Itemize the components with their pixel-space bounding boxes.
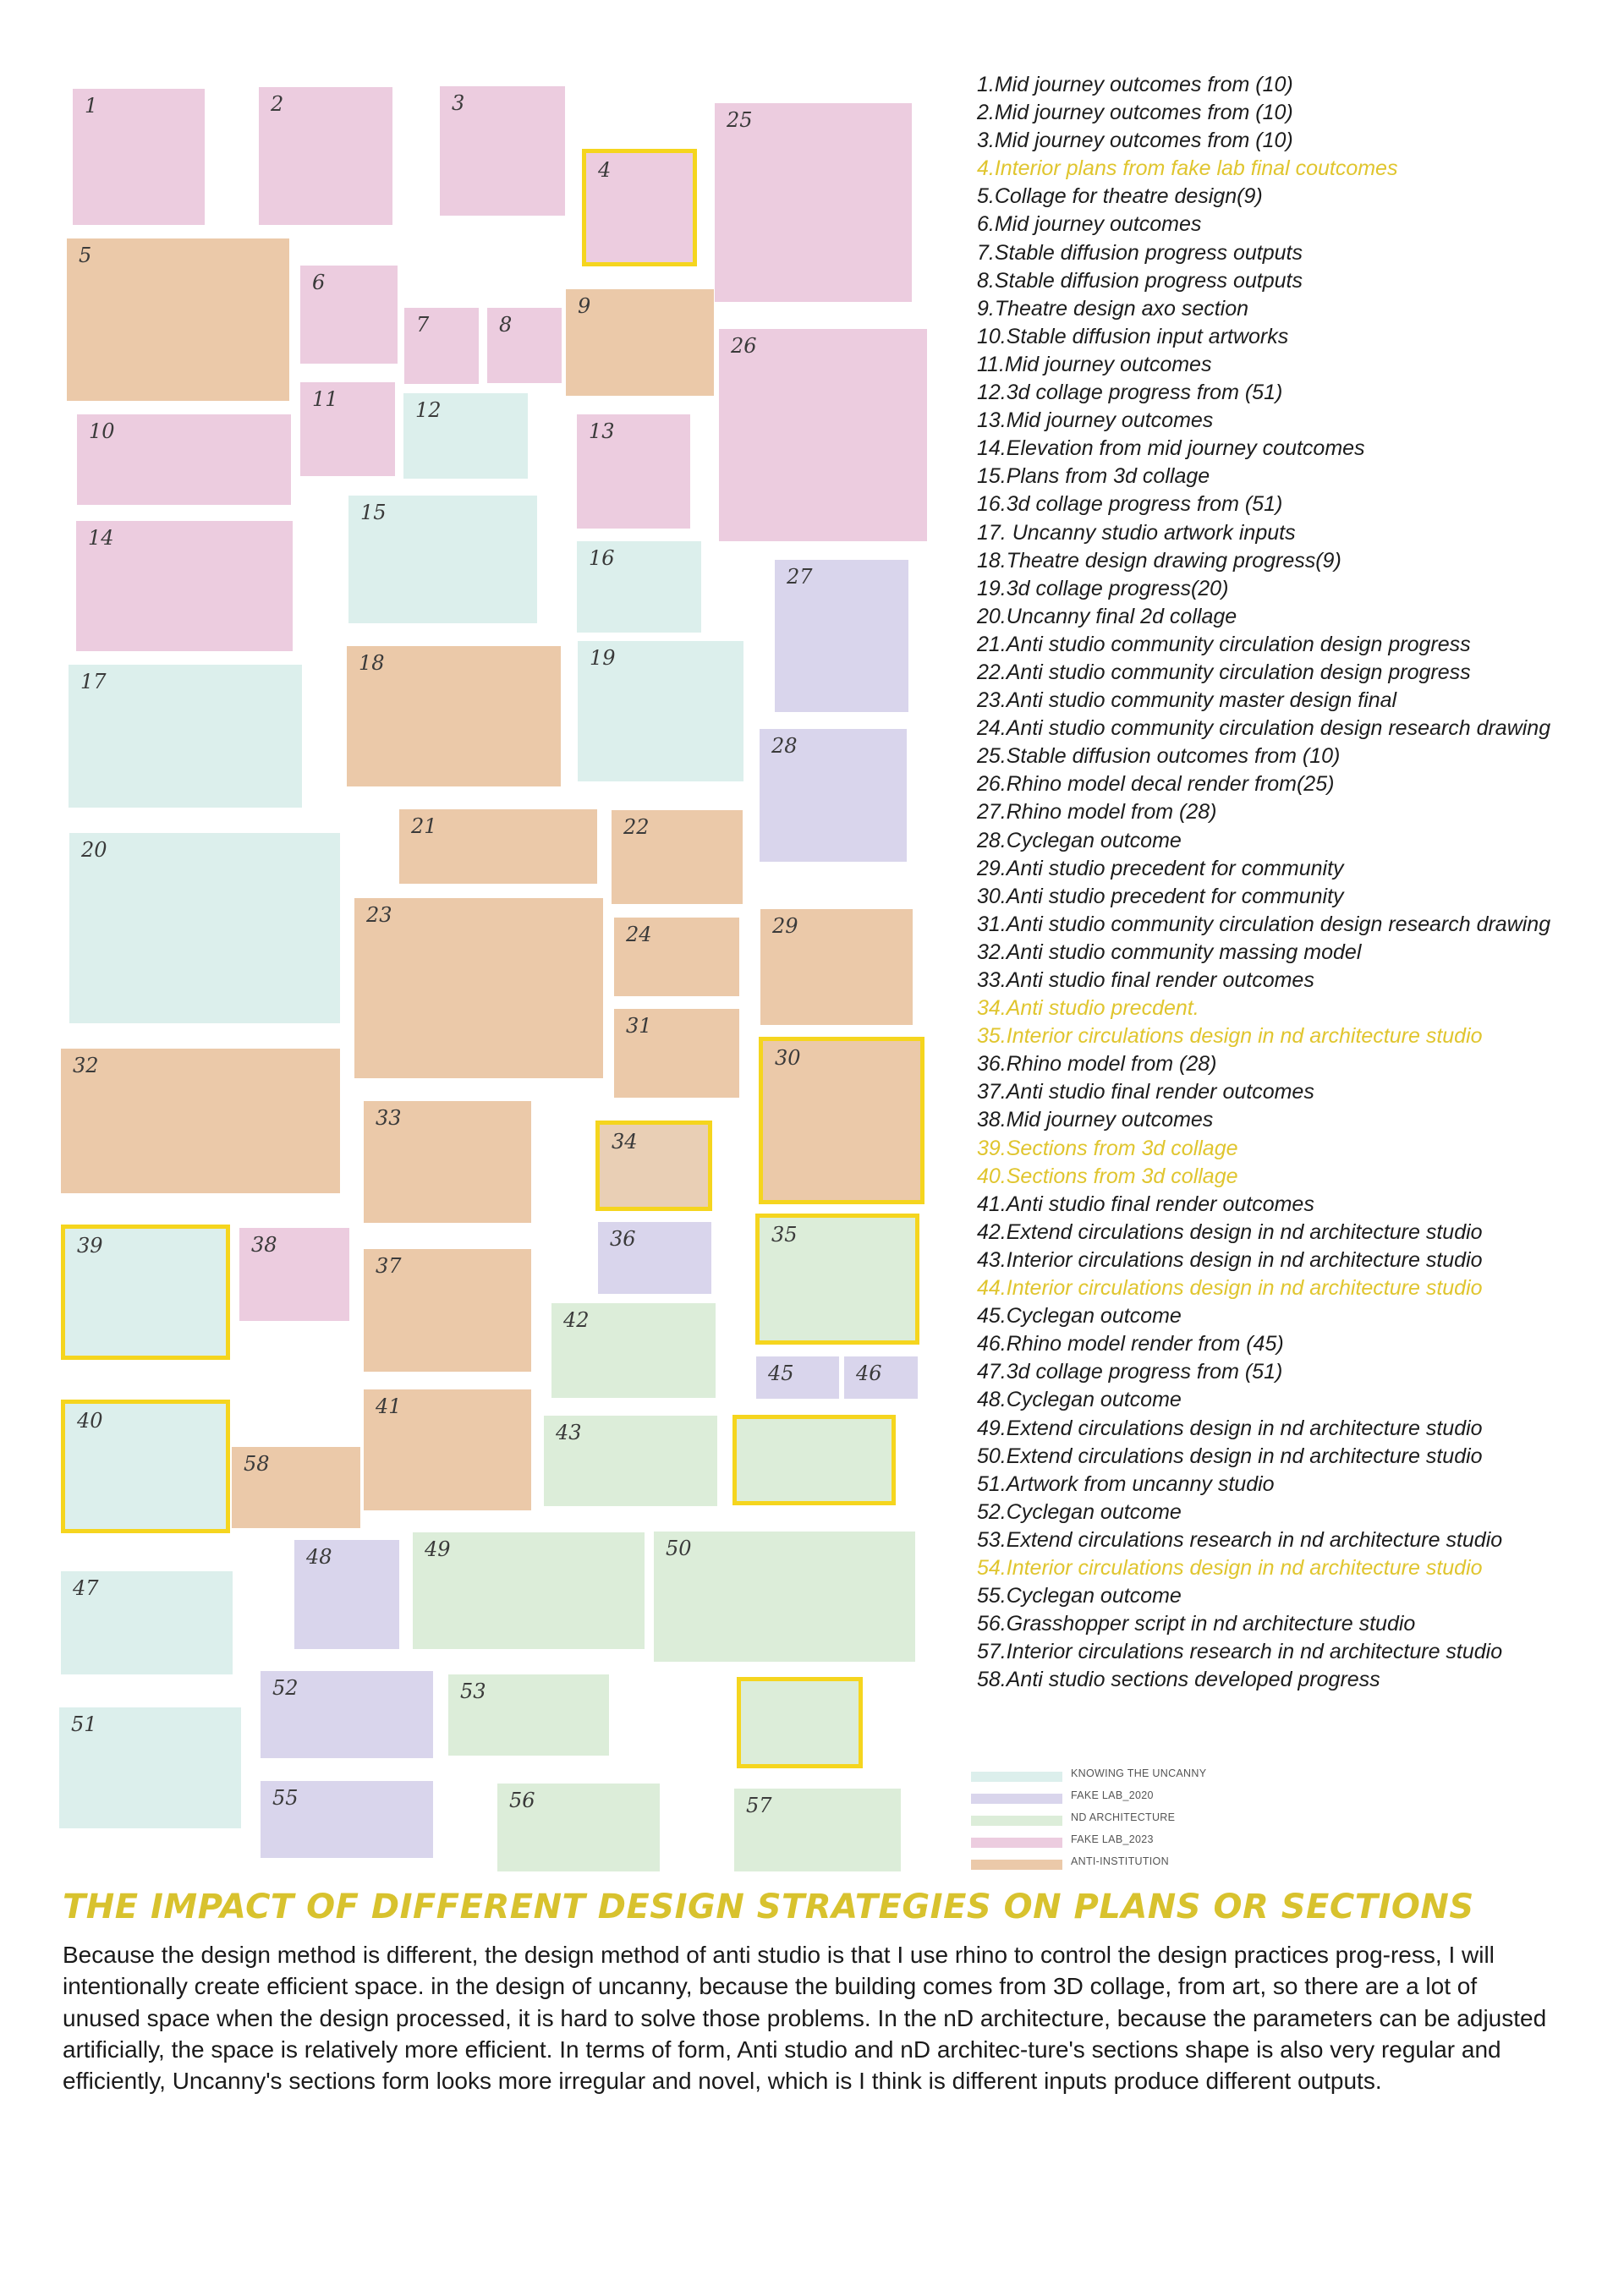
image-tile: [294, 1540, 399, 1649]
tile-number: 9: [578, 294, 591, 318]
caption-item: 5.Collage for theatre design(9): [977, 184, 1263, 209]
image-tile: [399, 809, 597, 884]
image-tile: [582, 149, 697, 266]
caption-item: 47.3d collage progress from (51): [977, 1360, 1283, 1384]
caption-item: 23.Anti studio community master design final: [977, 688, 1397, 713]
image-tile: [734, 1789, 901, 1871]
image-tile: [578, 641, 743, 781]
tile-number: 1: [85, 94, 98, 118]
caption-item: 56.Grasshopper script in nd architecture studio: [977, 1612, 1416, 1636]
caption-item: 24.Anti studio community circulation design research drawing: [977, 716, 1551, 741]
image-tile: [403, 393, 528, 479]
caption-item: 13.Mid journey outcomes: [977, 408, 1214, 433]
caption-item: 43.Interior circulations design in nd architecture studio: [977, 1247, 1483, 1272]
image-tile: [259, 87, 392, 225]
image-tile: [544, 1416, 717, 1506]
tile-number: 19: [590, 646, 616, 670]
tile-number: 32: [73, 1054, 99, 1077]
tile-number: 12: [415, 398, 442, 422]
tile-number: 53: [460, 1680, 486, 1703]
legend-swatch: [971, 1794, 1062, 1804]
tile-number: 38: [251, 1233, 277, 1257]
caption-item: 2.Mid journey outcomes from (10): [977, 101, 1293, 125]
legend-label: FAKE LAB_2020: [1071, 1789, 1154, 1801]
tile-number: 4: [598, 158, 612, 182]
tile-number: 23: [366, 903, 392, 927]
image-tile: [61, 1049, 340, 1193]
tile-number: 6: [312, 271, 326, 294]
section-heading: THE IMPACT OF DIFFERENT DESIGN STRATEGIES ON PLANS OR SECTIONS: [63, 1888, 1474, 1926]
caption-item: 12.3d collage progress from (51): [977, 381, 1283, 405]
tile-number: 29: [772, 914, 798, 938]
caption-item: 46.Rhino model render from (45): [977, 1332, 1284, 1356]
caption-item: 3.Mid journey outcomes from (10): [977, 129, 1293, 153]
caption-item: 51.Artwork from uncanny studio: [977, 1471, 1275, 1496]
image-tile: [364, 1101, 531, 1223]
tile-number: 57: [746, 1794, 772, 1817]
image-tile: [732, 1415, 896, 1505]
tile-number: 55: [272, 1786, 299, 1810]
tile-number: 33: [376, 1106, 402, 1130]
caption-item: 14.Elevation from mid journey coutcomes: [977, 436, 1365, 461]
caption-item: 55.Cyclegan outcome: [977, 1584, 1182, 1608]
image-tile: [577, 541, 701, 633]
image-tile: [69, 833, 340, 1023]
image-tile: [232, 1447, 360, 1528]
image-tile: [566, 289, 714, 396]
image-tile: [261, 1671, 433, 1758]
tile-number: 36: [610, 1227, 636, 1251]
caption-item: 34.Anti studio precdent.: [977, 996, 1199, 1021]
tile-number: 26: [731, 334, 757, 358]
image-tile: [61, 1571, 233, 1674]
image-tile: [300, 266, 398, 364]
tile-number: 47: [73, 1576, 99, 1600]
image-tile: [756, 1356, 839, 1399]
image-tile: [598, 1222, 711, 1294]
image-tile: [413, 1532, 645, 1649]
caption-item: 35.Interior circulations design in nd architecture studio: [977, 1024, 1483, 1049]
tile-number: 52: [272, 1676, 299, 1700]
image-tile: [760, 729, 907, 862]
image-tile: [654, 1532, 915, 1662]
tile-number: 30: [775, 1046, 801, 1070]
image-tile: [59, 1707, 241, 1828]
image-tile: [612, 810, 743, 904]
caption-item: 26.Rhino model decal render from(25): [977, 772, 1335, 797]
tile-number: 5: [79, 244, 92, 267]
image-tile: [448, 1674, 609, 1756]
tile-number: 3: [452, 91, 465, 115]
legend-swatch: [971, 1838, 1062, 1848]
legend-swatch: [971, 1860, 1062, 1870]
image-tile: [261, 1781, 433, 1858]
tile-number: 25: [727, 108, 753, 132]
image-tile: [404, 308, 479, 384]
caption-item: 22.Anti studio community circulation design progress: [977, 660, 1471, 684]
caption-item: 1.Mid journey outcomes from (10): [977, 73, 1293, 96]
tile-number: 39: [77, 1234, 103, 1258]
caption-item: 53.Extend circulations research in nd architecture studio: [977, 1527, 1503, 1552]
tile-number: 31: [626, 1014, 652, 1038]
caption-item: 58.Anti studio sections developed progress: [977, 1668, 1380, 1692]
caption-item: 29.Anti studio precedent for community: [977, 856, 1344, 880]
caption-item: 41.Anti studio final render outcomes: [977, 1192, 1314, 1216]
image-tile: [440, 86, 565, 216]
caption-item: 37.Anti studio final render outcomes: [977, 1080, 1314, 1104]
tile-number: 7: [416, 313, 430, 337]
tile-number: 40: [77, 1409, 103, 1433]
caption-item: 38.Mid journey outcomes: [977, 1108, 1214, 1132]
caption-item: 31.Anti studio community circulation design research drawing: [977, 912, 1551, 936]
image-tile: [737, 1677, 863, 1768]
image-tile: [614, 1009, 739, 1098]
image-tile: [348, 496, 537, 623]
caption-item: 15.Plans from 3d collage: [977, 464, 1210, 489]
caption-item: 54.Interior circulations design in nd architecture studio: [977, 1555, 1483, 1580]
tile-number: 16: [589, 546, 615, 570]
image-tile: [551, 1303, 716, 1398]
tile-number: 56: [509, 1789, 535, 1812]
tile-number: 17: [80, 670, 107, 693]
tile-number: 50: [666, 1537, 692, 1560]
caption-item: 44.Interior circulations design in nd architecture studio: [977, 1276, 1483, 1301]
caption-item: 30.Anti studio precedent for community: [977, 884, 1344, 908]
caption-item: 49.Extend circulations design in nd architecture studio: [977, 1416, 1483, 1440]
tile-number: 37: [376, 1254, 402, 1278]
tile-number: 43: [556, 1421, 582, 1444]
image-tile: [73, 89, 205, 225]
caption-item: 4.Interior plans from fake lab final coutcomes: [977, 156, 1398, 181]
image-tile: [347, 646, 561, 786]
image-tile: [77, 414, 291, 505]
caption-item: 10.Stable diffusion input artworks: [977, 324, 1289, 348]
image-tile: [577, 414, 690, 529]
legend-label: ANTI-INSTITUTION: [1071, 1855, 1169, 1867]
caption-item: 25.Stable diffusion outcomes from (10): [977, 744, 1341, 769]
image-tile: [69, 665, 302, 808]
tile-number: 2: [271, 92, 284, 116]
legend-swatch: [971, 1772, 1062, 1782]
tile-number: 21: [411, 814, 437, 838]
caption-item: 28.Cyclegan outcome: [977, 828, 1182, 852]
image-tile: [759, 1037, 924, 1204]
tile-number: 11: [312, 387, 338, 411]
tile-number: 27: [787, 565, 813, 589]
tile-number: 15: [360, 501, 387, 524]
caption-item: 39.Sections from 3d collage: [977, 1136, 1238, 1160]
image-tile: [61, 1400, 230, 1533]
caption-item: 7.Stable diffusion progress outputs: [977, 240, 1303, 265]
caption-item: 19.3d collage progress(20): [977, 576, 1229, 600]
caption-item: 40.Sections from 3d collage: [977, 1164, 1238, 1188]
caption-item: 17. Uncanny studio artwork inputs: [977, 520, 1296, 545]
caption-item: 16.3d collage progress from (51): [977, 492, 1283, 517]
body-paragraph: Because the design method is different, the design method of anti studio is that I use rhino to control the design practices prog-ress, I will intentionally create efficient space. in the design of uncanny, because the building comes from 3D collage, from art, so there are a lot of unused space when the design processed, it is hard to solve those problems. In the nD architecture, because the parameters can be adjusted artificially, the space is relatively more efficient. In terms of form, Anti studio and nD architec-ture's sections shape is also very regular and efficiently, Uncanny's sections form looks more irregular and novel, which is I think is different inputs produce different outputs.: [63, 1942, 1547, 2095]
caption-item: 45.Cyclegan outcome: [977, 1304, 1182, 1329]
caption-item: 48.Cyclegan outcome: [977, 1388, 1182, 1412]
caption-item: 42.Extend circulations design in nd architecture studio: [977, 1219, 1483, 1244]
tile-number: 42: [563, 1308, 590, 1332]
caption-item: 18.Theatre design drawing progress(9): [977, 548, 1341, 573]
caption-list: [977, 71, 1550, 1694]
image-tile: [719, 329, 927, 541]
tile-number: 20: [81, 838, 107, 862]
legend-label: KNOWING THE UNCANNY: [1071, 1767, 1207, 1779]
tile-number: 49: [425, 1537, 451, 1561]
image-tile: [67, 238, 289, 401]
tile-number: 46: [856, 1362, 882, 1385]
tile-number: 51: [71, 1712, 97, 1736]
tile-number: 22: [623, 815, 650, 839]
image-tile: [354, 898, 603, 1078]
caption-item: 32.Anti studio community massing model: [977, 940, 1362, 964]
image-tile: [755, 1214, 919, 1345]
caption-item: 8.Stable diffusion progress outputs: [977, 268, 1303, 293]
caption-item: 6.Mid journey outcomes: [977, 212, 1202, 237]
image-tile: [364, 1389, 531, 1510]
tile-number: 34: [612, 1130, 638, 1153]
caption-item: 20.Uncanny final 2d collage: [977, 604, 1237, 628]
image-tile: [487, 308, 562, 383]
tile-number: 35: [771, 1223, 798, 1247]
caption-item: 11.Mid journey outcomes: [977, 352, 1212, 376]
image-tile: [364, 1249, 531, 1372]
caption-item: 36.Rhino model from (28): [977, 1052, 1217, 1077]
tile-number: 13: [589, 419, 615, 443]
tile-number: 18: [359, 651, 385, 675]
image-tile: [595, 1121, 712, 1211]
image-tile: [614, 918, 739, 996]
legend-swatch: [971, 1816, 1062, 1826]
image-tile: [760, 909, 913, 1025]
image-tile: [775, 560, 908, 712]
tile-number: 58: [244, 1452, 270, 1476]
caption-item: 52.Cyclegan outcome: [977, 1499, 1182, 1524]
caption-item: 21.Anti studio community circulation design progress: [977, 632, 1471, 656]
caption-item: 57.Interior circulations research in nd architecture studio: [977, 1640, 1503, 1664]
caption-item: 33.Anti studio final render outcomes: [977, 968, 1314, 992]
image-tile: [497, 1784, 660, 1871]
caption-item: 50.Extend circulations design in nd architecture studio: [977, 1444, 1483, 1468]
legend-label: ND ARCHITECTURE: [1071, 1811, 1176, 1823]
caption-item: 27.Rhino model from (28): [977, 800, 1217, 825]
tile-number: 8: [499, 313, 513, 337]
image-tile: [76, 521, 293, 651]
tile-number: 45: [768, 1362, 794, 1385]
tile-number: 24: [626, 923, 652, 946]
image-tile: [61, 1225, 230, 1360]
image-tile: [844, 1356, 918, 1399]
image-tile: [715, 103, 912, 302]
tile-number: 10: [89, 419, 115, 443]
image-tile: [239, 1228, 349, 1321]
tile-number: 28: [771, 734, 798, 758]
caption-item: 9.Theatre design axo section: [977, 296, 1249, 321]
tile-number: 41: [376, 1395, 402, 1418]
image-tile: [300, 382, 395, 476]
tile-number: 14: [88, 526, 114, 550]
legend-label: FAKE LAB_2023: [1071, 1833, 1154, 1845]
tile-number: 48: [306, 1545, 332, 1569]
